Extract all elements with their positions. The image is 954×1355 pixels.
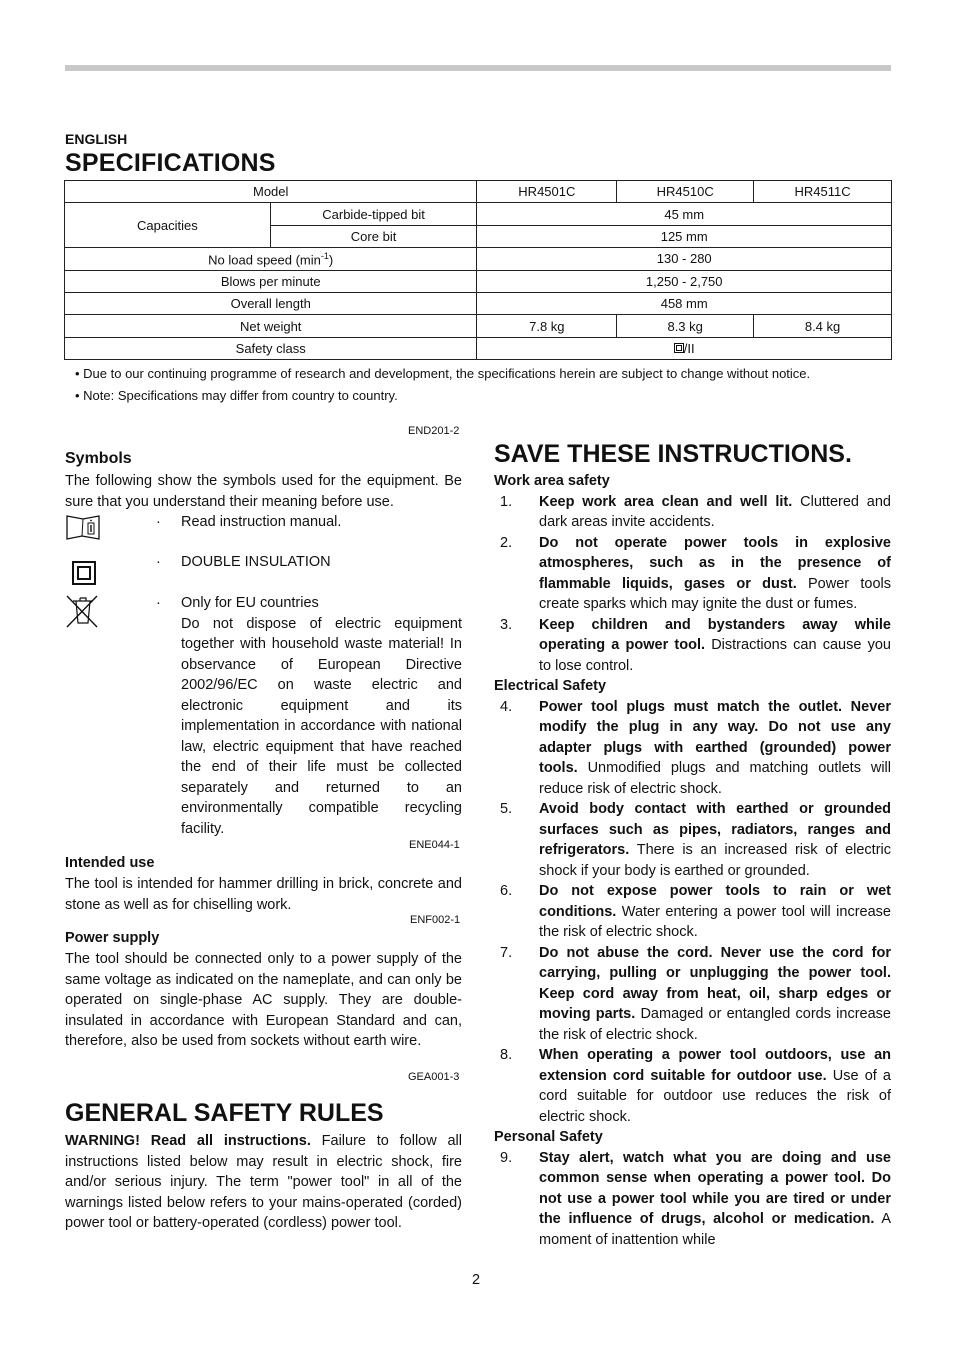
table-row [65,181,892,203]
symbol-double-row [65,552,462,584]
general-warning: WARNING! Read all instructions. Failure to follow all instructions listed below may result in electric shock, fire and/or serious injury. The term "power tool" in all of the warnings listed below refers to your mains-operated (corded) power tool or battery-operated (cordless) power tool. [65,1133,462,1231]
list-item: 5. Avoid body contact with earthed or grounded surfaces such as pipes, radiators, ranges and refrigerators. There is an increased risk of electric shock if your body is earthed or grounded. [500,801,891,879]
double-text: DOUBLE INSULATION [181,554,331,570]
intended-text: The tool is intended for hammer drilling in brick, concrete and stone as well as for chiselling work. [65,876,462,913]
eu-title: Only for EU countries [181,595,319,611]
model-cell: HR4510C [617,181,754,203]
table-row [65,315,892,337]
table-row [65,203,892,225]
page-number: 2 [472,1272,481,1288]
save-instructions-title: SAVE THESE INSTRUCTIONS. [494,440,852,468]
carbide-value: 45 mm [477,203,892,225]
list-item: 4. Power tool plugs must match the outlet. Never modify the plug in any way. Do not use any adapter plugs with earthed (grounded) power tools. Unmodified plugs and matching outlets will reduce risk of electric shock. [500,698,891,797]
speed-label: No load speed $(\min^{-1})$ [65,248,477,270]
doc-code: ENE044-1 [409,839,460,851]
double-insulation-icon [674,343,684,353]
list-item: 3. Keep children and bystanders away while operating a power tool. Distractions can cause you to lose control. [500,616,891,674]
table-row [65,270,892,292]
eu-text: Do not dispose of electric equipment together with household waste material! In observance of European Directive 2002/96/EC on waste electric and electronic equipment and its implementation in accordance with national law, electric equipment that have reached the end of their life must be collected separately and returned to an environmentally compatible recycling facility. [181,615,462,837]
symbols-intro: The following show the symbols used for the equipment. Be sure that you understand their meaning before use. [65,473,462,510]
language-label: ENGLISH [65,131,128,147]
safety-value: /II [477,337,892,359]
safety-label: Safety class [65,337,477,359]
spec-notes [75,363,810,407]
note-line: • Due to our continuing programme of research and development, the specifications herein are subject to change without notice. [75,366,811,381]
core-label: Core bit [270,225,477,247]
weight-cell: 8.3 kg [617,315,754,337]
carbide-label: Carbide-tipped bit [270,203,477,225]
crossed-bin-icon [65,593,101,629]
symbol-manual-row [65,512,462,542]
capacities-label: Capacities [65,203,271,248]
model-cell: HR4511C [754,181,892,203]
personal-heading: Personal Safety [494,1129,603,1145]
symbol-eu-row [65,593,462,843]
specifications-title: SPECIFICATIONS [65,149,276,177]
list-item: 6. Do not expose power tools to rain or wet conditions. Water entering a power tool will increase the risk of electric shock. [500,883,891,940]
model-cell: HR4501C [477,181,617,203]
weight-label: Net weight [65,315,477,337]
speed-value: 130 - 280 [477,248,892,270]
specifications-table [64,180,892,360]
warning-label: WARNING! Read all instructions. [65,1133,311,1149]
length-label: Overall length [65,292,477,314]
top-rule [65,65,891,71]
bullet: · [156,554,161,570]
list-item: 1. Keep work area clean and well lit. Cluttered and dark areas invite accidents. [500,493,891,530]
blows-value: 1,250 - 2,750 [477,270,892,292]
weight-cell: 7.8 kg [477,315,617,337]
symbols-heading: Symbols [65,450,132,467]
length-value: 458 mm [477,292,892,314]
manual-text: Read instruction manual. [181,514,342,530]
doc-code: GEA001-3 [408,1071,460,1083]
table-row [65,337,892,359]
instruction-manual-icon [65,512,101,542]
electrical-heading: Electrical Safety [494,678,607,694]
table-row [65,248,892,270]
list-item: 7. Do not abuse the cord. Never use the cord for carrying, pulling or unplugging the power tool. Keep cord away from heat, oil, sharp edges or moving parts. Damaged or entangled cords increase the risk of electric shock. [500,944,891,1043]
bullet: · [156,514,161,530]
weight-cell: 8.4 kg [754,315,892,337]
model-label: Model [65,181,477,203]
bullet: · [156,595,161,611]
note-line: • Note: Specifications may differ from country to country. [75,388,398,403]
power-text: The tool should be connected only to a power supply of the same voltage as indicated on the nameplate, and can only be operated on single-phase AC supply. They are double-insulated in accordance with European Standard and can, therefore, also be used from sockets without earth wire. [65,951,462,1049]
double-insulation-icon [65,559,101,589]
doc-code: ENF002-1 [410,914,461,926]
power-heading: Power supply [65,930,160,946]
list-item: 9. Stay alert, watch what you are doing and use common sense when operating a power tool. Do not use a power tool while you are tired or under the influence of drugs, alcohol or medication. A moment of inattention while [500,1149,891,1248]
list-item: 2. Do not operate power tools in explosive atmospheres, such as in the presence of flammable liquids, gases or dust. Power tools create sparks which may ignite the dust or fumes. [500,534,891,612]
core-value: 125 mm [477,225,892,247]
list-item: 8. When operating a power tool outdoors, use an extension cord suitable for outdoor use. Use of a cord suitable for outdoor use reduces the risk of electric shock. [500,1047,891,1125]
general-safety-title: GENERAL SAFETY RULES [65,1099,384,1127]
work-area-heading: Work area safety [494,473,610,489]
save-instructions-list [494,471,891,1250]
doc-code: END201-2 [408,425,460,437]
blows-label: Blows per minute [65,270,477,292]
table-row [65,292,892,314]
intended-heading: Intended use [65,855,155,871]
